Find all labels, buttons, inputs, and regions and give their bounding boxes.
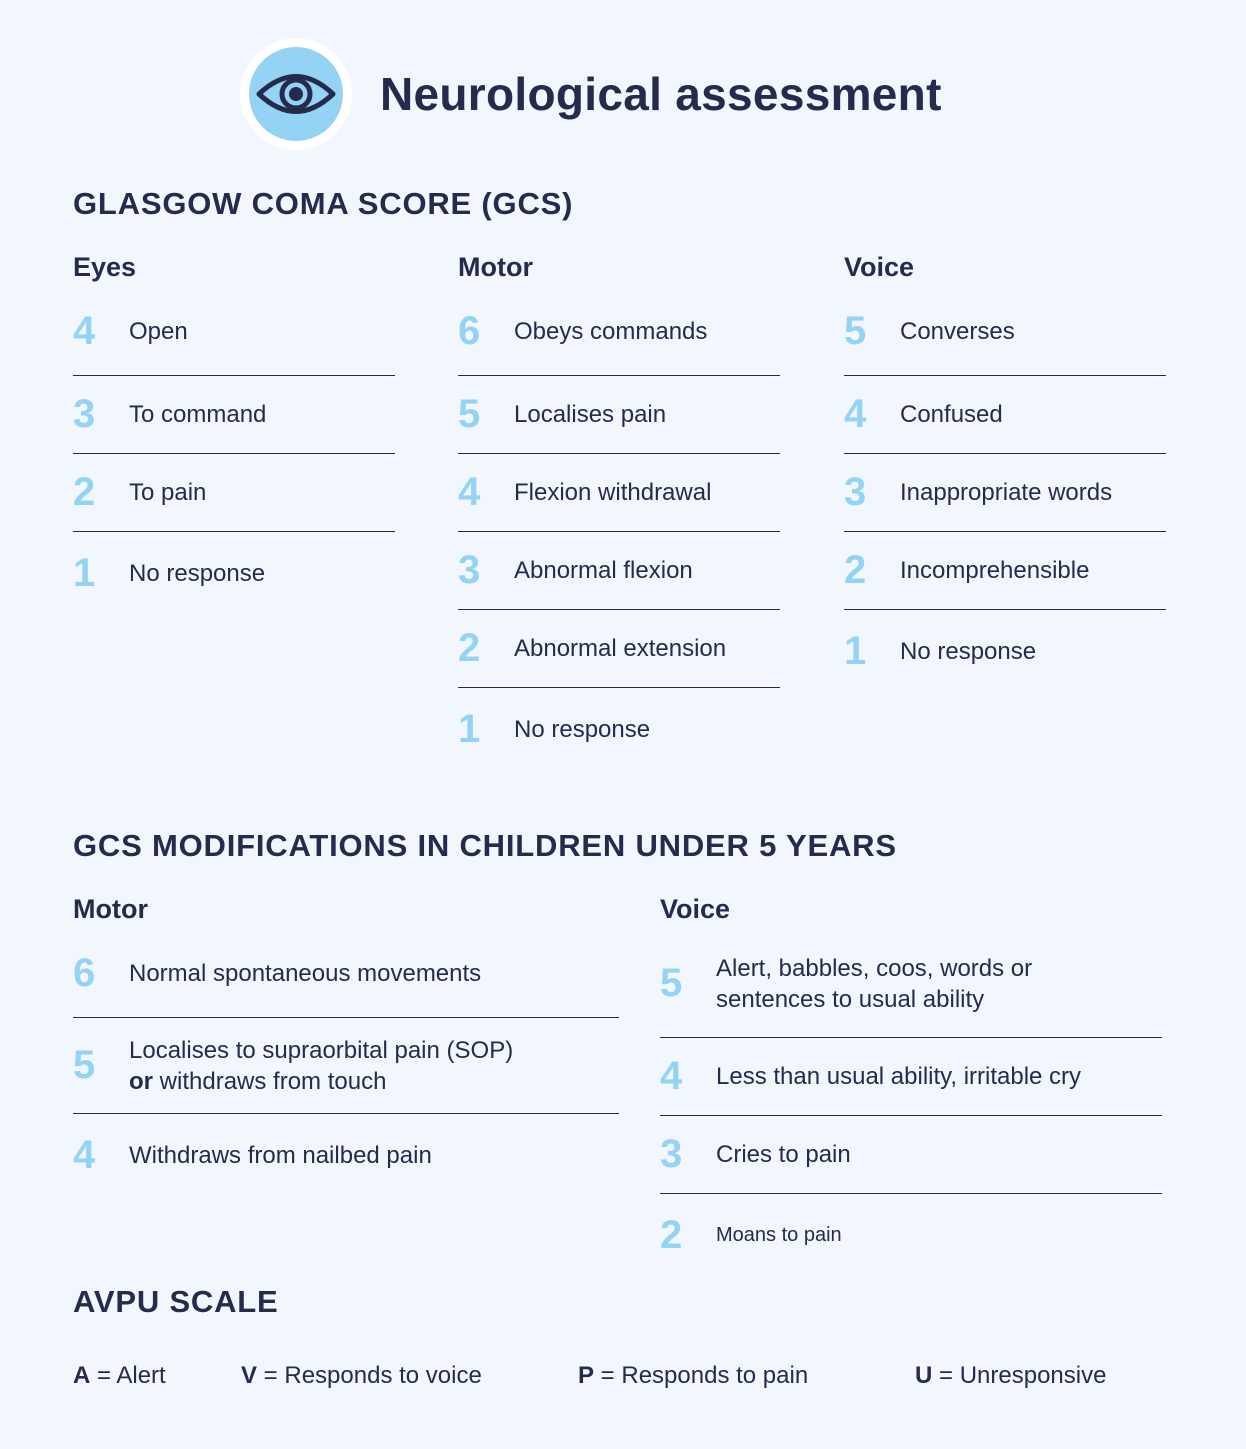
score-number: 4 [660,1054,683,1098]
item-label-line2: withdraws from touch [153,1067,387,1095]
item-label: Inappropriate words [900,479,1113,506]
score-number: 6 [73,951,96,995]
item-label-bold: or [129,1067,153,1095]
list-item [73,1018,619,1114]
list-item [458,376,780,454]
list-item [458,454,780,532]
item-label: Withdraws from nailbed pain [129,1141,432,1169]
score-number: 3 [73,392,96,436]
score-number: 4 [458,470,481,514]
score-number: 2 [660,1212,683,1257]
motor-heading: Motor [458,252,533,282]
avpu-letter: A [73,1362,91,1389]
item-label-line2: sentences to usual ability [716,985,985,1013]
list-item [844,610,1166,692]
item-label: Converses [900,318,1015,345]
page-title: Neurological assessment [380,68,942,120]
item-label: Open [129,318,188,345]
score-number: 3 [458,548,481,592]
avpu-text: = Unresponsive [932,1362,1107,1389]
list-item [73,376,395,454]
item-label: Abnormal flexion [514,557,693,584]
voice-heading: Voice [844,252,915,282]
list-item [73,1114,619,1196]
item-label: Obeys commands [514,318,708,345]
score-number: 3 [660,1132,683,1176]
list-item [458,288,780,376]
avpu-section-title: AVPU SCALE [73,1284,279,1319]
item-label [716,953,1032,1015]
score-number: 6 [458,309,481,353]
item-label: Moans to pain [716,1223,842,1246]
score-number: 5 [660,961,683,1005]
item-label: To command [129,401,267,428]
gcs-section-title: GLASGOW COMA SCORE (GCS) [73,186,574,221]
score-number: 1 [844,628,867,673]
avpu-text: = Responds to pain [594,1362,809,1389]
item-label-line1: Localises to supraorbital pain (SOP) [129,1036,514,1064]
item-label: Abnormal extension [514,635,727,662]
avpu-item-voice [241,1362,578,1390]
list-item [73,288,395,376]
list-item [844,288,1166,376]
list-item [844,376,1166,454]
motor-heading: Motor [73,894,148,924]
score-number: 5 [73,1043,96,1087]
score-number: 4 [73,1132,96,1177]
gcs-eyes-column [73,252,395,614]
score-number: 5 [844,309,867,353]
item-label-line1: Alert, babbles, coos, words or [716,954,1033,982]
avpu-text: = Responds to voice [257,1362,482,1389]
score-number: 4 [844,392,867,436]
item-label: Less than usual ability, irritable cry [716,1063,1082,1090]
eye-icon [256,69,336,119]
item-label: Cries to pain [716,1141,851,1168]
score-number: 1 [458,706,481,751]
avpu-letter: U [915,1362,933,1389]
item-label: Flexion withdrawal [514,479,712,506]
list-item [73,930,619,1018]
list-item [458,610,780,688]
list-item [73,454,395,532]
score-number: 5 [458,392,481,436]
children-voice-column [660,894,1162,1276]
avpu-legend [73,1362,1186,1390]
list-item [458,688,780,770]
avpu-letter: V [241,1362,258,1389]
item-label: Confused [900,401,1003,428]
avpu-item-unresponsive [915,1362,1106,1390]
avpu-item-alert [73,1362,241,1390]
page-header [240,38,942,150]
score-number: 2 [458,626,481,670]
item-label: Normal spontaneous movements [129,960,482,987]
score-number: 4 [73,309,96,353]
score-number: 2 [844,548,867,592]
item-label: No response [514,715,651,743]
gcs-motor-column [458,252,780,770]
voice-heading: Voice [660,894,731,924]
eyes-heading: Eyes [73,252,137,282]
score-number: 1 [73,550,96,595]
children-section-title: GCS MODIFICATIONS IN CHILDREN UNDER 5 YEARS [73,828,897,863]
children-motor-column [73,894,619,1196]
list-item [844,454,1166,532]
list-item [73,532,395,614]
item-label: Incomprehensible [900,557,1090,584]
item-label [129,1035,513,1097]
list-item [660,1038,1162,1116]
item-label: No response [900,637,1037,665]
list-item [660,1194,1162,1276]
item-label: Localises pain [514,401,667,428]
list-item [844,532,1166,610]
score-number: 2 [73,470,96,514]
score-number: 3 [844,470,867,514]
eye-badge [240,38,352,150]
avpu-text: = Alert [90,1362,166,1389]
item-label: To pain [129,479,207,506]
avpu-item-pain [578,1362,915,1390]
avpu-letter: P [578,1362,595,1389]
list-item [458,532,780,610]
list-item [660,1116,1162,1194]
item-label: No response [129,559,266,587]
gcs-voice-column [844,252,1166,692]
list-item [660,930,1162,1038]
